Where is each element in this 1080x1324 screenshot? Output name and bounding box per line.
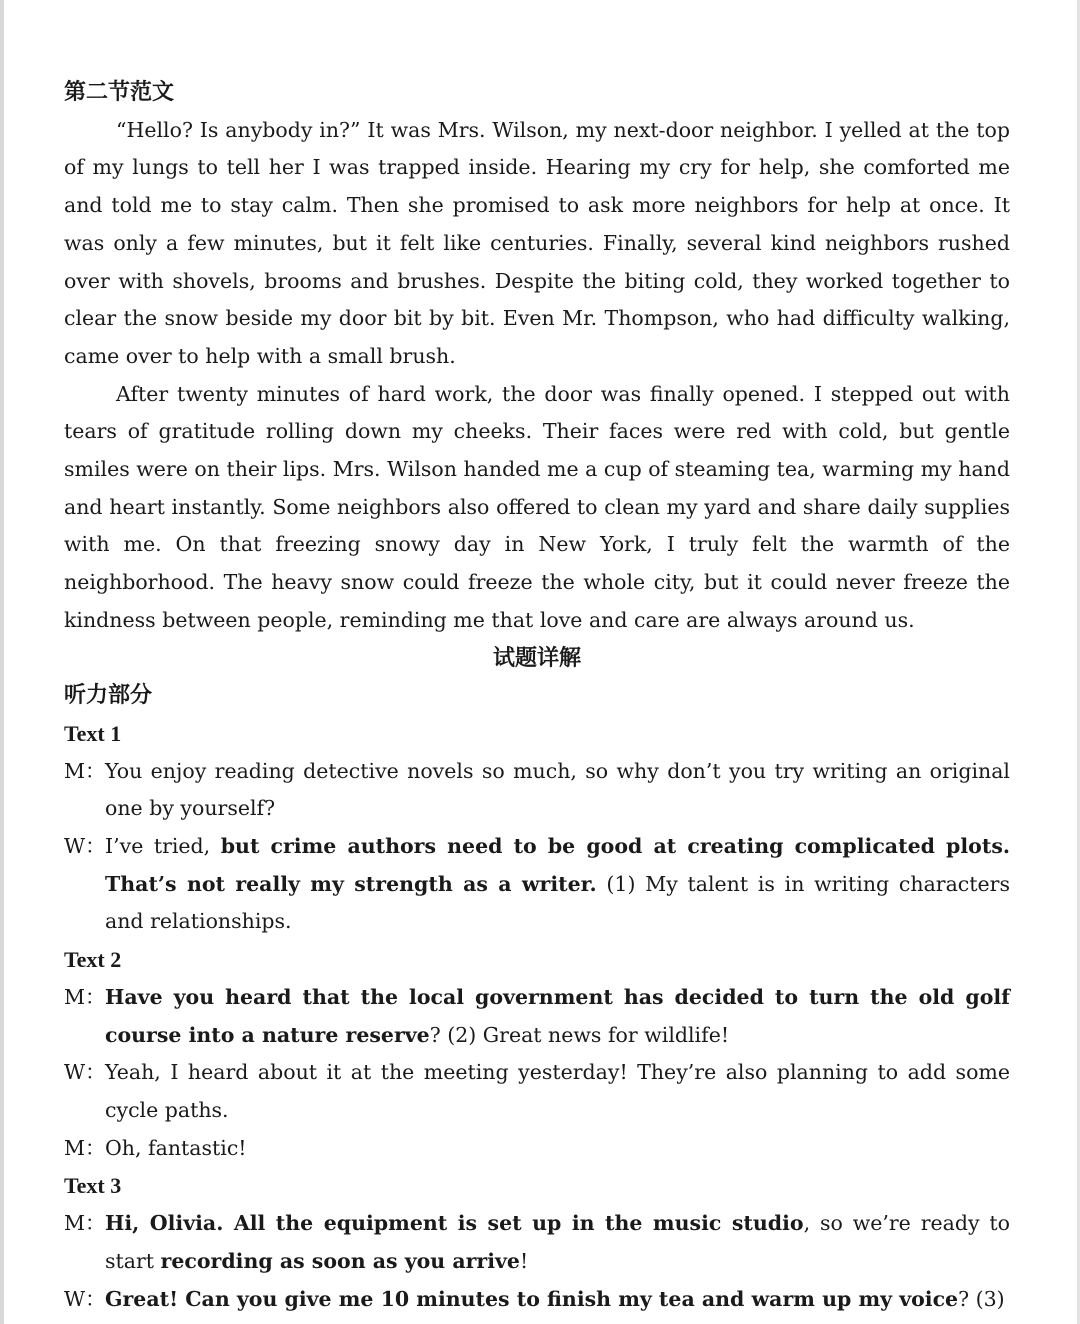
dialogue-line	[64, 1054, 1010, 1129]
essay-paragraph-1: “Hello? Is anybody in?” It was Mrs. Wilson, my next-door neighbor. I yelled at the top of my lungs to tell her I was trapped inside. Hearing my cry for help, she comforted me and told me to stay calm. Then she promised to ask more neighbors for help at once. It was only a few minutes, but it felt like centuries. Finally, several kind neighbors rushed over with shovels, brooms and brushes. Despite the biting cold, they worked together to clear the snow beside my door bit by bit. Even Mr. Thompson, who had difficulty walking, came over to help with a small brush.	[64, 117, 1010, 368]
dialogue-plain: I’ve tried,	[105, 834, 221, 859]
section-heading: 第二节范文	[64, 80, 175, 105]
dialogue-key-sentence: Hi, Olivia. All the equipment is set up in the music studio	[105, 1211, 804, 1236]
text-3-label: Text 3	[64, 1173, 122, 1199]
text-2-label: Text 2	[64, 947, 122, 973]
dialogue-key-sentence: Have you heard that the local government has decided to turn the old golf course into a nature reserve	[105, 984, 1010, 1047]
document-page	[64, 74, 1010, 1318]
dialogue-text	[105, 1281, 1010, 1319]
dialogue-text	[105, 1205, 1010, 1280]
speaker-label: W：	[64, 1060, 106, 1085]
dialogue-plain: ? (2) Great news for wildlife!	[429, 1022, 730, 1047]
dialogue-line	[64, 828, 1010, 941]
dialogue-line	[64, 1281, 1010, 1319]
essay-paragraph-2: After twenty minutes of hard work, the door was finally opened. I stepped out with tears of gratitude rolling down my cheeks. Their faces were red with cold, but gentle smiles were on their lips. Mrs. Wilson handed me a cup of steaming tea, warming my hand and heart instantly. Some neighbors also offered to clean my yard and share daily supplies with me. On that freezing snowy day in New York, I truly felt the warmth of the neighborhood. The heavy snow could freeze the whole city, but it could never freeze the kindness between people, reminding me that love and care are always around us.	[64, 381, 1010, 632]
dialogue-plain: (1) My talent is in writing characters and relationships.	[105, 871, 1010, 934]
listening-heading: 听力部分	[64, 683, 153, 709]
dialogue-text: Oh, fantastic!	[105, 1135, 247, 1160]
dialogue-plain: ? (3)	[958, 1286, 1005, 1311]
text-1-label: Text 1	[64, 720, 122, 746]
page-border-left	[0, 0, 4, 1324]
details-title: 试题详解	[492, 645, 581, 671]
dialogue-text: You enjoy reading detective novels so much, so why don’t you try writing an original one by yourself?	[105, 758, 1010, 821]
dialogue-key-sentence: recording as soon as you arrive	[160, 1248, 520, 1273]
dialogue-text	[105, 979, 1010, 1054]
speaker-label: M：	[64, 1211, 106, 1236]
dialogue-line	[64, 979, 1010, 1054]
dialogue-text: Yeah, I heard about it at the meeting yesterday! They’re also planning to add some cycle paths.	[105, 1060, 1010, 1122]
speaker-label: W：	[64, 1286, 106, 1311]
speaker-label: M：	[64, 1135, 106, 1160]
speaker-label: M：	[64, 758, 106, 783]
dialogue-plain: !	[519, 1248, 529, 1273]
speaker-label: W：	[64, 834, 106, 859]
dialogue-key-sentence: Great! Can you give me 10 minutes to finish my tea and warm up my voice	[105, 1286, 959, 1311]
dialogue-line	[64, 1130, 1010, 1168]
dialogue-line	[64, 1205, 1010, 1280]
dialogue-text	[105, 828, 1010, 941]
dialogue-line	[64, 753, 1010, 828]
dialogue-key-sentence: but crime authors need to be good at creating complicated plots. That’s not really my strength as a writer.	[105, 834, 1011, 896]
speaker-label: M：	[64, 984, 106, 1009]
dialogue-plain: , so we’re ready to start	[105, 1211, 1011, 1273]
